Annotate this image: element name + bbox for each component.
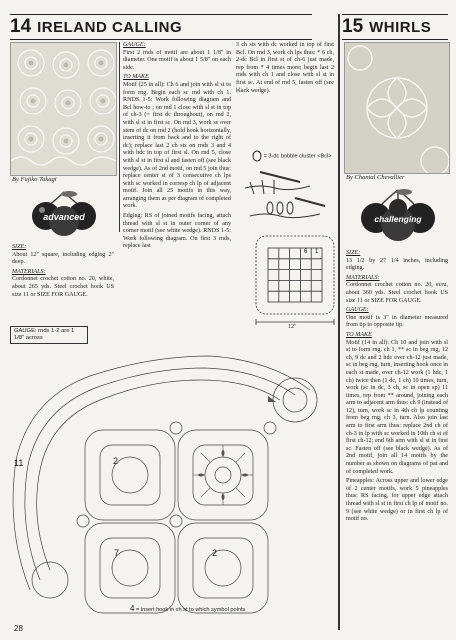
schematic-number: 1 — [315, 249, 319, 255]
pattern-number: 14 — [10, 16, 32, 37]
pattern-title: WHIRLS — [369, 18, 432, 36]
hook-diagram-icon — [240, 168, 330, 230]
motif-instructions: Motif (14 in all): Ch 10 and join with sl st to form rng. ch 1, ** sc in beg rng, 12 ch, 9 dc and 2 hdc over ch-12 just made, sc in beg rng, turn, inserting hook once in each st made, over ch-12 work (1 hdc, 1 ch) twice then (1 dc, 1 ch) 10 times, turn, work (sc in dc, 3 ch, sc in open sp) 11 times, rep from ** around, joining each arm to adjacent arm thus: ch 9 (instead of 12), turn, work sc in 4th ch lp counting from beg rng, ch 3, turn. Also join last arm to first arm thus: replace 2nd ch of ch-3 in lp with sc worked in 10th ch st of first ch-12; end 6th arm with sl st in first sc. Fasten off (see black wedge). As of 2nd motif, join all 14 motifs by the number as shown on diagrams of pat and of completed work. — [346, 339, 448, 475]
bobble-howto-drawings — [240, 168, 330, 230]
diagram-number: 7 — [114, 548, 120, 558]
gauge-text: First 2 rnds of motif are about 1 1/8" in diameter. One motif is about 1 5/8" on each side. — [123, 49, 231, 71]
motif-instructions: Motif (25 in all): Ch 6 and join with sl st to form rng. Begin each sc rnd with ch 1. RNDS 1-5: Work following diagram and Bcl how-to ; on rnd 1 close with sl st in top of ch-3 (= first dc throughout), on rnd 2, with sl st in first sc. On rnd 3, work sc over stem of dc on rnd 2 (hold hook horizontally, inserting it from back and to the right of dc); replace last 2 ch sts on rnds 3 and 4 with hdc in top of first sl. On rnd 5, close with sl st in first sl and fasten off (see black wedge). As of 2nd motif, on rnd 5 join thus: replace center st of 3 consecutive ch lps with sc worked in corresp ch lp of adjacent motif. Join all 25 motifs in this way, arranging them as per diagram of completed work. — [123, 81, 231, 210]
whirls-photo — [344, 42, 450, 174]
bobble-symbol-icon — [252, 150, 262, 162]
level-label: challenging — [374, 214, 422, 224]
diagram-number: 2 — [212, 548, 218, 558]
left-continued-column — [236, 42, 334, 97]
designer-byline: By Fujiko Takagi — [12, 176, 57, 183]
lace-doily-image — [11, 43, 116, 175]
schematic-number: 6 — [304, 249, 308, 255]
materials-heading: MATERIALS: — [346, 274, 380, 281]
size-text: About 12" square, including edging 2" deep. — [12, 251, 114, 266]
right-instructions-column — [346, 250, 448, 526]
pineapples-instructions: Pineapples: Across upper and lower edge of 2 center motifs, work 5 pineapples thus: RS facing, for upper edge attach thread with sl st in first ch lp of motif no. 9 (see white wedge) or in first ch lp of motif no. — [346, 478, 448, 523]
lace-stitch-diagram — [10, 340, 336, 618]
page-number: 28 — [14, 624, 23, 633]
motif-layout-grid — [252, 232, 338, 332]
size-heading: SIZE: — [346, 250, 361, 256]
whirls-lace-image — [345, 43, 449, 173]
pattern-divider — [338, 14, 340, 630]
size-heading: SIZE: — [12, 244, 27, 250]
crochet-chart — [10, 340, 336, 618]
gauge-text: One motif is 3" in diameter measured from tip to opposite tip. — [346, 314, 448, 329]
level-label: advanced — [43, 212, 85, 222]
pattern-15-header — [342, 14, 448, 40]
pattern-14-header — [10, 14, 312, 40]
left-instructions-column — [123, 42, 231, 253]
column-divider — [119, 42, 120, 232]
materials-text: Cordonnet crochet cotton no. 20, white, about 265 yds. Steel crochet hook US size 11 or SIZE FOR GAUGE. — [12, 276, 114, 298]
to-make-heading: TO MAKE — [123, 74, 149, 81]
pattern-title: IRELAND CALLING — [37, 18, 183, 36]
size-text: 13 1/2 by 27 1/4 inches, including edging. — [346, 257, 448, 272]
materials-text: Cordonnet crochet cotton no. 20, ecru, about 360 yds. Steel crochet hook US size 11 or SIZE FOR GAUGE. — [346, 282, 448, 304]
challenging-badge — [350, 186, 446, 244]
gauge-note-box: GAUGE: rnds 1-2 are 1 1/8" across — [10, 326, 88, 344]
diagram-number: 11 — [14, 458, 24, 468]
schematic-width-label: 12" — [288, 324, 297, 330]
left-materials-column — [12, 244, 114, 301]
advanced-badge — [22, 188, 106, 238]
to-make-heading: TO MAKE — [346, 331, 372, 338]
edging-continued: 3 ch sts with dc worked in top of first Bcl. On rnd 3, work ch lps thus: * 6 ch, 2-dc Bcl in first st of ch-6 just made, rep from * 4 times more; begin last 2 rnds with ch 1 and close with sl st in first sc. At end of rnd 5, fasten off (see black wedge). — [236, 42, 334, 94]
diagram-number: 2 — [113, 456, 119, 466]
gauge-heading: GAUGE: — [123, 42, 146, 48]
pattern-number: 15 — [342, 16, 364, 37]
edging-instructions: Edging: RS of joined motifs facing, attach thread with sl st in outer corner of any corner motif (see white wedge). RNDS 1-5: Work following diagram. On first 3 rnds, replace last — [123, 213, 231, 250]
bobble-legend — [252, 150, 336, 162]
gauge-heading: GAUGE: — [346, 307, 369, 314]
schematic-diagram — [252, 232, 338, 332]
bobble-legend-text: = 3-dc bobble cluster <Bcl> — [263, 153, 332, 160]
hook-note-marker: 4 — [130, 604, 135, 613]
hook-note-text: = insert hook in ch st to which symbol points — [136, 607, 246, 613]
hook-insert-note — [130, 606, 250, 614]
ireland-calling-photo — [10, 42, 117, 176]
materials-heading: MATERIALS: — [12, 268, 46, 275]
designer-byline: By Chantal Chevallier — [346, 174, 405, 181]
